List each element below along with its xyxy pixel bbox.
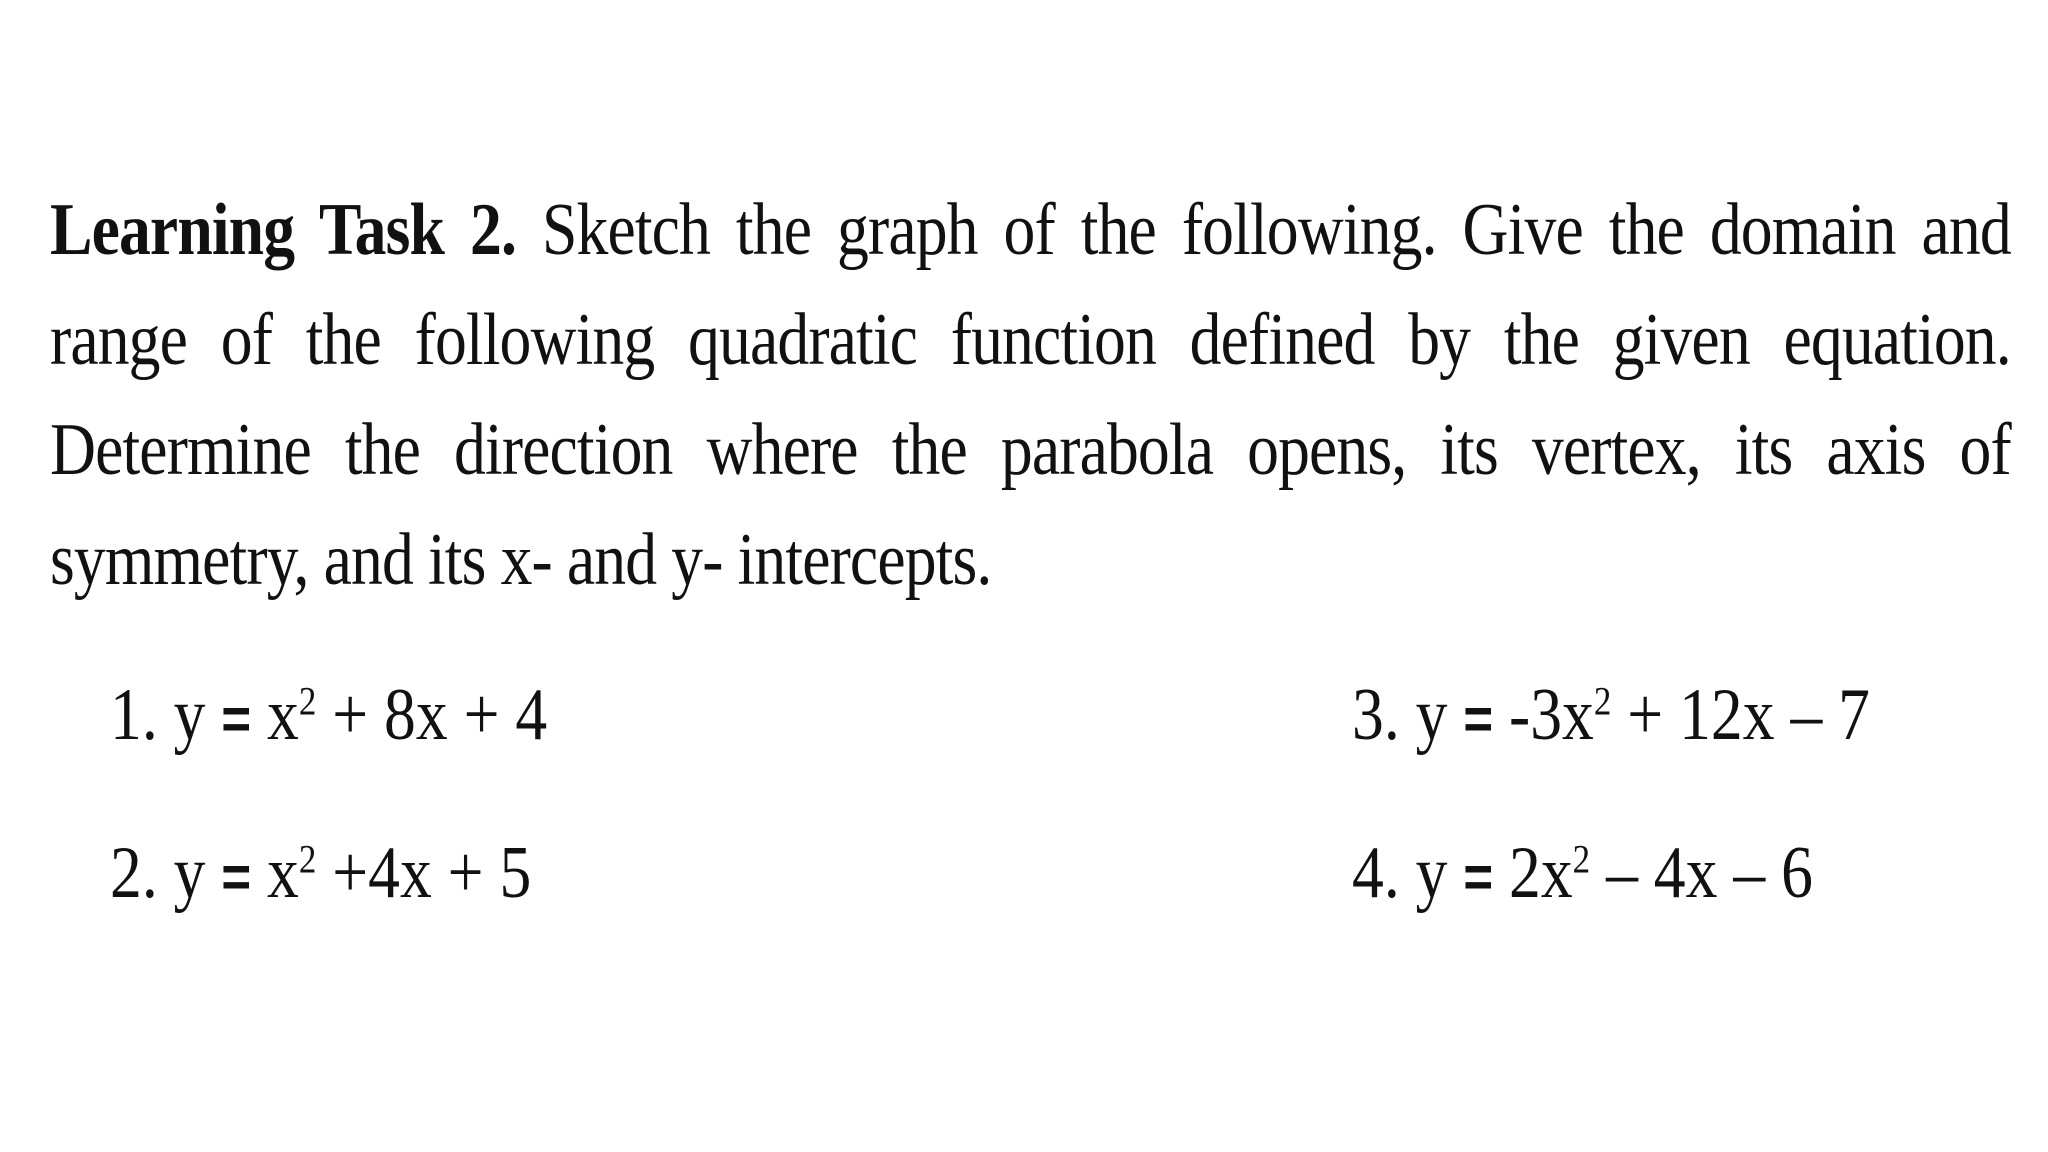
equation-exponent: 2: [298, 836, 317, 882]
equals-sign: =: [1463, 843, 1494, 910]
equation-number: 2.: [110, 832, 158, 914]
equation-number: 1.: [110, 674, 158, 756]
equals-sign: =: [1463, 685, 1494, 752]
equation-lhs: y: [1415, 674, 1448, 756]
equation-lhs: y: [173, 674, 206, 756]
equation-lhs: y: [173, 832, 206, 914]
equation-rest: +4x + 5: [316, 832, 532, 914]
equation-1: [110, 670, 547, 764]
task-heading: Learning Task 2.: [50, 189, 517, 271]
equation-lead-term: x: [267, 832, 299, 914]
equation-rest: + 12x – 7: [1611, 674, 1870, 756]
equation-4: [1352, 828, 1813, 922]
equals-sign: =: [221, 685, 252, 752]
task-body: Sketch the graph of the following. Give the domain and range of the following quadratic function defined by the given equation. Determine the direction where the parabola opens, its vertex, its axis of symmetry, and its x- and y- intercepts.: [50, 189, 2011, 601]
equation-exponent: 2: [1572, 836, 1591, 882]
equation-lead-term: x: [267, 674, 299, 756]
equation-lead-term: -3x: [1509, 674, 1594, 756]
equation-number: 3.: [1352, 674, 1400, 756]
equation-rest: – 4x – 6: [1590, 832, 1813, 914]
equation-rest: + 8x + 4: [316, 674, 548, 756]
equation-exponent: 2: [1593, 678, 1612, 724]
equation-exponent: 2: [298, 678, 317, 724]
equation-3: [1352, 670, 1870, 764]
equation-lead-term: 2x: [1509, 832, 1573, 914]
equation-number: 4.: [1352, 832, 1400, 914]
equation-2: [110, 828, 531, 922]
equals-sign: =: [221, 843, 252, 910]
equation-lhs: y: [1415, 832, 1448, 914]
task-instructions: [50, 175, 2011, 615]
